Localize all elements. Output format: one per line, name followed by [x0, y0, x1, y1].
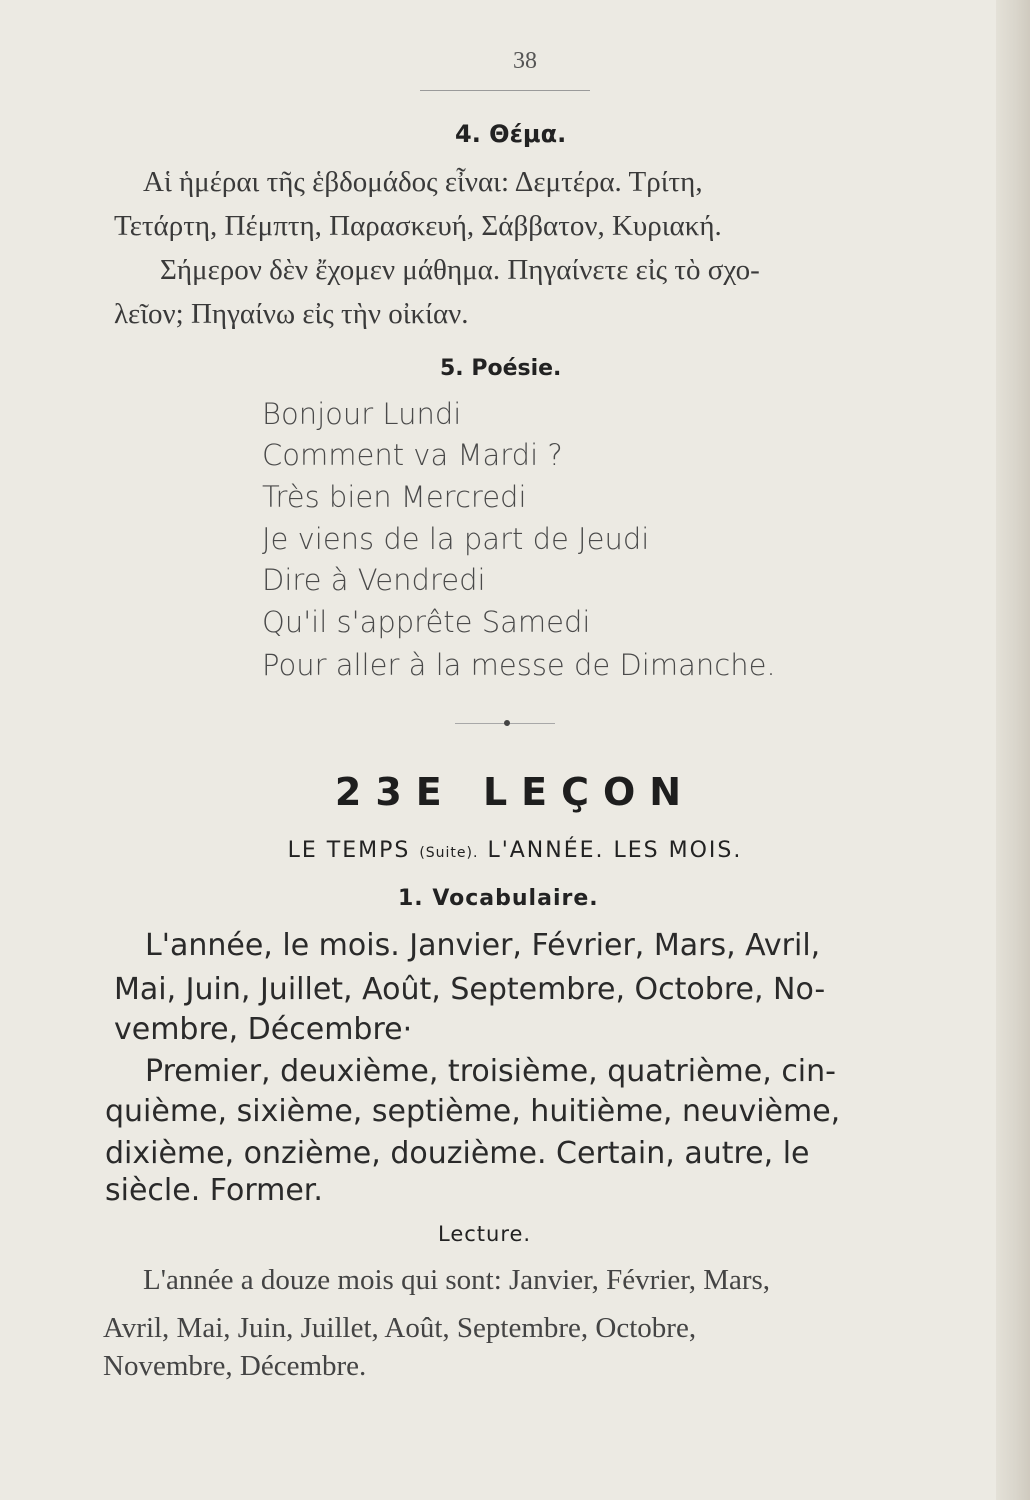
- theme-line: Σήμερον δὲν ἔχομεν μάθημα. Πηγαίνετε εἰς τὸ σχο-: [160, 254, 760, 286]
- vocab-line: L'année, le mois. Janvier, Février, Mars, Avril,: [145, 928, 821, 963]
- theme-line: λεῖον; Πηγαίνω εἰς τὴν οἰκίαν.: [114, 298, 469, 330]
- poem-line: Pour aller à la messe de Dimanche.: [262, 648, 776, 682]
- poem-heading: 5. Poésie.: [440, 356, 562, 381]
- poem-line: Très bien Mercredi: [262, 480, 527, 514]
- vocab-line: Mai, Juin, Juillet, Août, Septembre, Octobre, No-: [114, 972, 826, 1007]
- page-number: 38: [513, 48, 537, 74]
- poem-line: Bonjour Lundi: [262, 397, 462, 431]
- vocab-line: dixième, onzième, douzième. Certain, autre, le: [105, 1136, 810, 1171]
- reading-line: Novembre, Décembre.: [103, 1350, 367, 1382]
- vocab-line: siècle. Former.: [105, 1173, 323, 1208]
- theme-line: Τετάρτη, Πέμπτη, Παρασκευή, Σάββατον, Κυριακή.: [114, 210, 722, 242]
- reading-line: L'année a douze mois qui sont: Janvier, Février, Mars,: [143, 1264, 771, 1296]
- lesson-subtitle: [0, 838, 1030, 863]
- vocabulary-heading: 1. Vocabulaire.: [398, 886, 599, 911]
- subtitle-rest: L'ANNÉE. LES MOIS.: [487, 838, 743, 863]
- subtitle-main: LE TEMPS: [287, 838, 411, 863]
- vocab-line: vembre, Décembre·: [114, 1012, 413, 1047]
- reading-heading: Lecture.: [438, 1222, 532, 1246]
- lesson-title: 23E LEÇON: [334, 770, 696, 814]
- page-number-rule: [420, 90, 590, 91]
- poem-line: Dire à Vendredi: [262, 563, 486, 597]
- vocab-line: Premier, deuxième, troisième, quatrième, cin-: [145, 1054, 836, 1089]
- theme-heading: 4. Θέμα.: [455, 120, 567, 148]
- separator-dot: [504, 720, 510, 726]
- subtitle-small: (Suite).: [419, 845, 479, 861]
- reading-line: Avril, Mai, Juin, Juillet, Août, Septembre, Octobre,: [103, 1312, 697, 1344]
- vocab-line: quième, sixième, septième, huitième, neuvième,: [105, 1094, 841, 1129]
- theme-line: Αἱ ἡμέραι τῆς ἑβδομάδος εἶναι: Δεμτέρα. Τρίτη,: [143, 166, 703, 198]
- poem-line: Comment va Mardi ?: [262, 438, 563, 472]
- poem-line: Je viens de la part de Jeudi: [262, 522, 650, 556]
- page-edge: [996, 0, 1030, 1500]
- poem-line: Qu'il s'apprête Samedi: [262, 605, 591, 639]
